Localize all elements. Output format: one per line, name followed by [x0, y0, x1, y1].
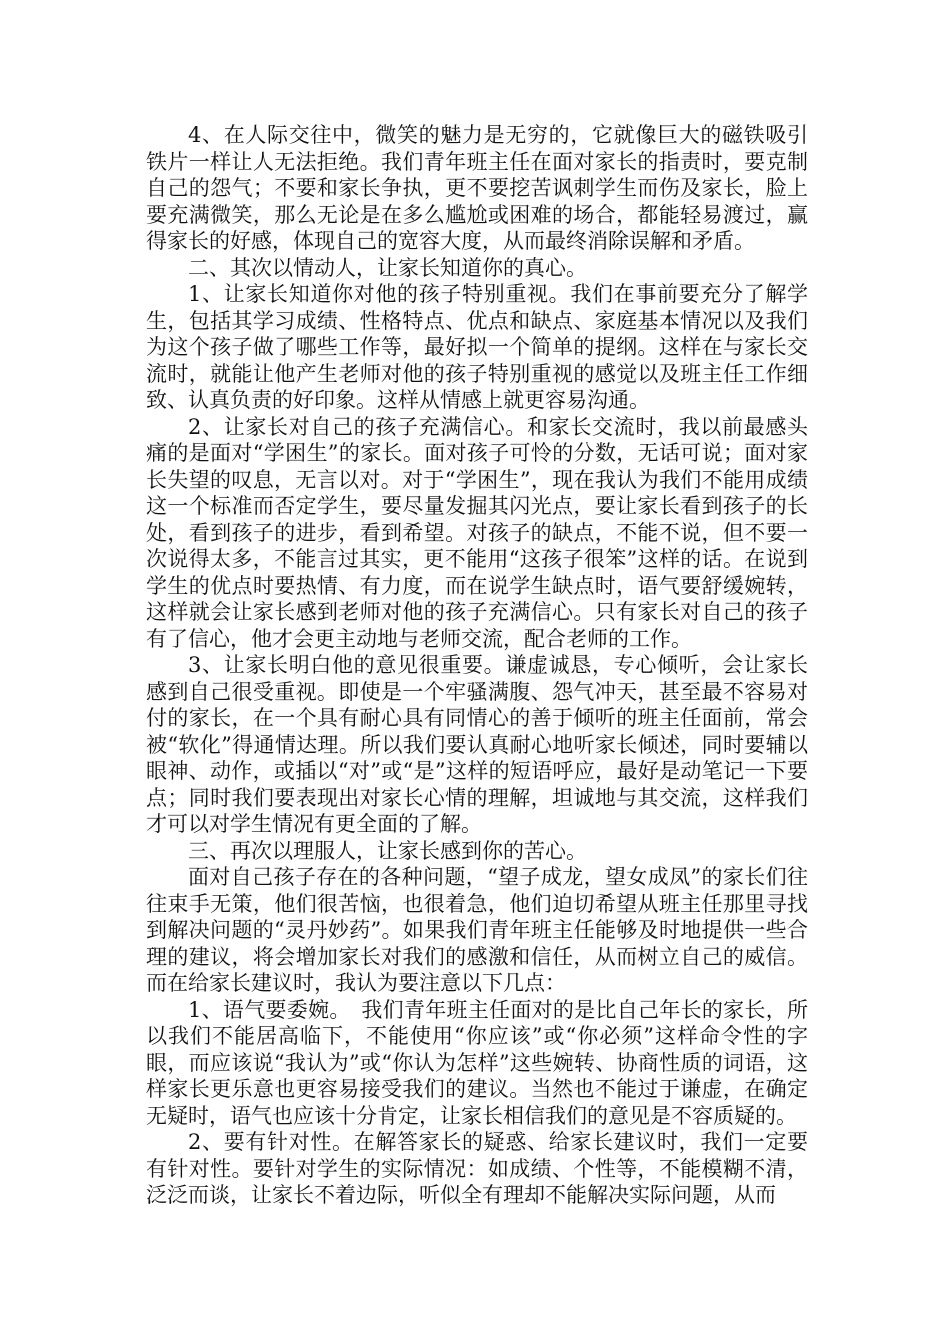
paragraph-value-child: 1、让家长知道你对他的孩子特别重视。我们在事前要充分了解学生，包括其学习成绩、性格特点、优点和缺点、家庭基本情况以及我们为这个孩子做了哪些工作等，最好拟一个简单的提纲。这样在与家长交流时，就能让他产生老师对他的孩子特别重视的感觉以及班主任工作细致、认真负责的好印象。这样从情感上就更容易沟通。 [146, 282, 808, 412]
paragraph-tactful-tone: 1、语气要委婉。 我们青年班主任面对的是比自己年长的家长，所以我们不能居高临下，不能使用“你应该”或“你必须”这样命令性的字眼，而应该说“我认为”或“你认为怎样”这些婉转、协商性质的词语，这样家长更乐意也更容易接受我们的建议。当然也不能过于谦虚，在确定无疑时，语气也应该十分肯定，让家长相信我们的意见是不容质疑的。 [146, 997, 808, 1128]
paragraph-confidence: 2、让家长对自己的孩子充满信心。和家长交流时，我以前最感头痛的是面对“学困生”的家长。面对孩子可怜的分数，无话可说；面对家长失望的叹息，无言以对。对于“学困生”，现在我认为我们不能用成绩这一个标准而否定学生，要尽量发掘其闪光点，要让家长看到孩子的长处，看到孩子的进步，看到希望。对孩子的缺点，不能不说，但不要一次说得太多，不能言过其实，更不能用“这孩子很笨”这样的话。在说到学生的优点时要热情、有力度，而在说学生缺点时，语气要舒缓婉转，这样就会让家长感到老师对他的孩子充满信心。只有家长对自己的孩子有了信心，他才会更主动地与老师交流，配合老师的工作。 [146, 414, 808, 651]
section-heading-3: 三、再次以理服人，让家长感到你的苦心。 [188, 838, 587, 863]
section-heading-2: 二、其次以情动人，让家长知道你的真心。 [188, 255, 587, 280]
paragraph-smile-charm: 4、在人际交往中，微笑的魅力是无穷的，它就像巨大的磁铁吸引铁片一样让人无法拒绝。我们青年班主任在面对家长的指责时，要克制自己的怨气；不要和家长争执，更不要挖苦讽刺学生而伤及家长，脸上要充满微笑，那么无论是在多么尴尬或困难的场合，都能轻易渡过，赢得家长的好感，体现自己的宽容大度，从而最终消除误解和矛盾。 [146, 123, 808, 253]
document-body [146, 122, 808, 1209]
paragraph-targeted: 2、要有针对性。在解答家长的疑惑、给家长建议时，我们一定要有针对性。要针对学生的实际情况：如成绩、个性等，不能模糊不清，泛泛而谈，让家长不着边际，听似全有理却不能解决实际问题，从而 [146, 1130, 808, 1207]
paragraph-parent-worries: 面对自己孩子存在的各种问题，“望子成龙，望女成凤”的家长们往往束手无策，他们很苦恼，也很着急，他们迫切希望从班主任那里寻找到解决问题的“灵丹妙药”。如果我们青年班主任能够及时地提供一些合理的建议，将会增加家长对我们的感激和信任，从而树立自己的威信。而在给家长建议时，我认为要注意以下几点： [146, 865, 808, 995]
paragraph-opinion-matters: 3、让家长明白他的意见很重要。谦虚诚恳，专心倾听，会让家长感到自己很受重视。即使是一个牢骚满腹、怨气冲天，甚至最不容易对付的家长，在一个具有耐心具有同情心的善于倾听的班主任面前，常会被“软化”得通情达理。所以我们要认真耐心地听家长倾述，同时要辅以眼神、动作，或插以“对”或“是”这样的短语呼应，最好是动笔记一下要点；同时我们要表现出对家长心情的理解，坦诚地与其交流，这样我们才可以对学生情况有更全面的了解。 [146, 653, 808, 836]
